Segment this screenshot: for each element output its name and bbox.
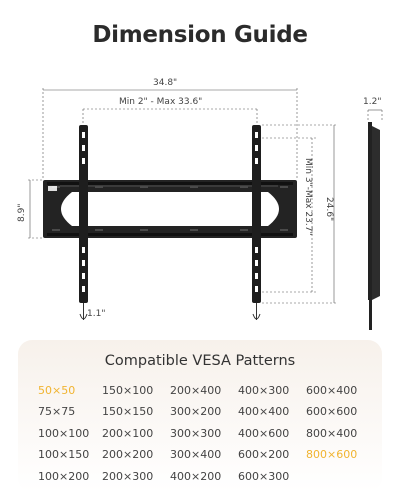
vesa-panel-title: Compatible VESA Patterns: [104, 353, 296, 369]
vesa-pattern-cell: 150×100: [102, 384, 154, 397]
vesa-pattern-cell: 50×50: [38, 384, 76, 397]
vesa-pattern-cell: 400×200: [170, 469, 222, 483]
depth-label: 1.2": [363, 97, 382, 107]
vesa-pattern-cell: 600×200: [238, 448, 290, 462]
vesa-pattern-cell: 600×600: [306, 405, 358, 419]
arm-width-label: 1.1": [87, 309, 106, 319]
side-profile: [368, 110, 382, 330]
page-title: Dimension Guide: [92, 22, 308, 48]
vesa-pattern-cell: 100×200: [38, 469, 90, 483]
vesa-pattern-cell: 800×400: [306, 426, 358, 440]
overall-width-label: 34.8": [153, 78, 178, 88]
left-height-dimension: [28, 180, 43, 238]
left-arm: [79, 125, 88, 320]
vesa-pattern-cell: 100×100: [38, 426, 90, 440]
vesa-pattern-cell: 75×75: [38, 405, 76, 419]
vesa-pattern-cell: 200×200: [102, 448, 154, 462]
vesa-pattern-cell: 400×600: [238, 426, 290, 440]
vesa-pattern-cell: 300×200: [170, 405, 222, 419]
vesa-pattern-cell: 200×400: [170, 384, 222, 397]
vesa-pattern-cell: 600×300: [238, 469, 290, 483]
vesa-pattern-cell: 800×600: [306, 448, 358, 462]
vesa-pattern-cell: 100×150: [38, 448, 90, 462]
vesa-pattern-cell: 600×400: [306, 384, 358, 397]
vesa-pattern-cell: 150×150: [102, 405, 154, 419]
height-left-label: 8.9": [17, 203, 27, 222]
vesa-pattern-cell: 300×300: [170, 426, 222, 440]
right-arm: [252, 125, 261, 320]
hole-spacing-label: Min 2" - Max 33.6": [119, 97, 203, 107]
vesa-pattern-cell: 200×300: [102, 469, 154, 483]
overall-height-label: 24.6": [324, 197, 334, 222]
vesa-pattern-cell: 400×400: [238, 405, 290, 419]
vesa-pattern-cell: 200×100: [102, 426, 154, 440]
spacing-dimension: [83, 109, 257, 125]
vesa-pattern-grid: [38, 380, 378, 487]
vertical-range-label: Min 3"-Max 23.7": [303, 158, 313, 236]
vesa-pattern-cell: 300×400: [170, 448, 222, 462]
vesa-pattern-cell: 400×300: [238, 384, 290, 397]
